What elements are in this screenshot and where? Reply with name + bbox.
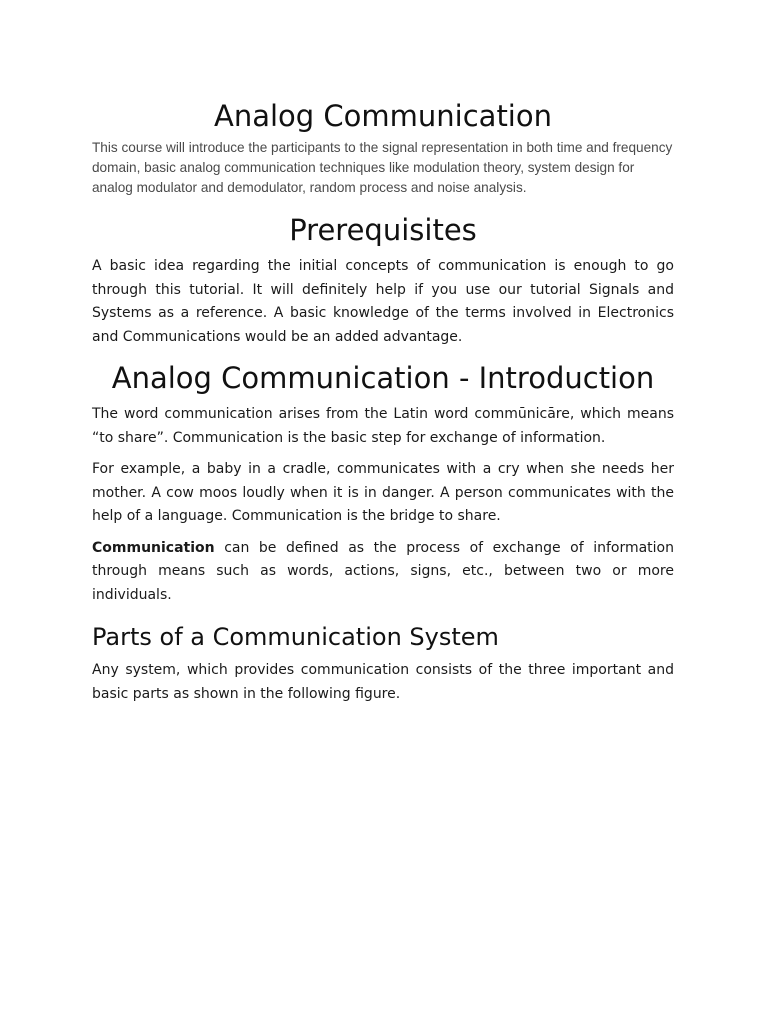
parts-heading: Parts of a Communication System bbox=[92, 623, 499, 651]
introduction-paragraph-3 bbox=[92, 537, 674, 608]
document-title: Analog Communication bbox=[214, 99, 552, 133]
communication-definition: can be defined as the process of exchange of information through means such as words, actions, signs, etc., between two or more individuals. bbox=[92, 539, 674, 603]
introduction-heading: Analog Communication - Introduction bbox=[111, 361, 655, 395]
prerequisites-heading: Prerequisites bbox=[289, 213, 477, 247]
introduction-paragraph-1: The word communication arises from the Latin word commūnicāre, which means “to share”. Communication is the basic step for exchange of information. bbox=[92, 406, 674, 446]
introduction-paragraph-2: For example, a baby in a cradle, communicates with a cry when she needs her mother. A cow moos loudly when it is in danger. A person communicates with the help of a language. Communication is the bridge to share. bbox=[92, 461, 674, 524]
communication-term: Communication bbox=[92, 539, 215, 556]
prerequisites-text: A basic idea regarding the initial concepts of communication is enough to go through this tutorial. It will definitely help if you use our tutorial Signals and Systems as a reference. A basic knowledge of the terms involved in Electronics and Communications would be an added advantage. bbox=[92, 258, 674, 345]
course-intro: This course will introduce the participants to the signal representation in both time and frequency domain, basic analog communication techniques like modulation theory, system design for analog modulator and demodulator, random process and noise analysis. bbox=[92, 140, 673, 195]
parts-text: Any system, which provides communication consists of the three important and basic parts as shown in the following figure. bbox=[92, 662, 674, 702]
document-content bbox=[92, 94, 674, 706]
